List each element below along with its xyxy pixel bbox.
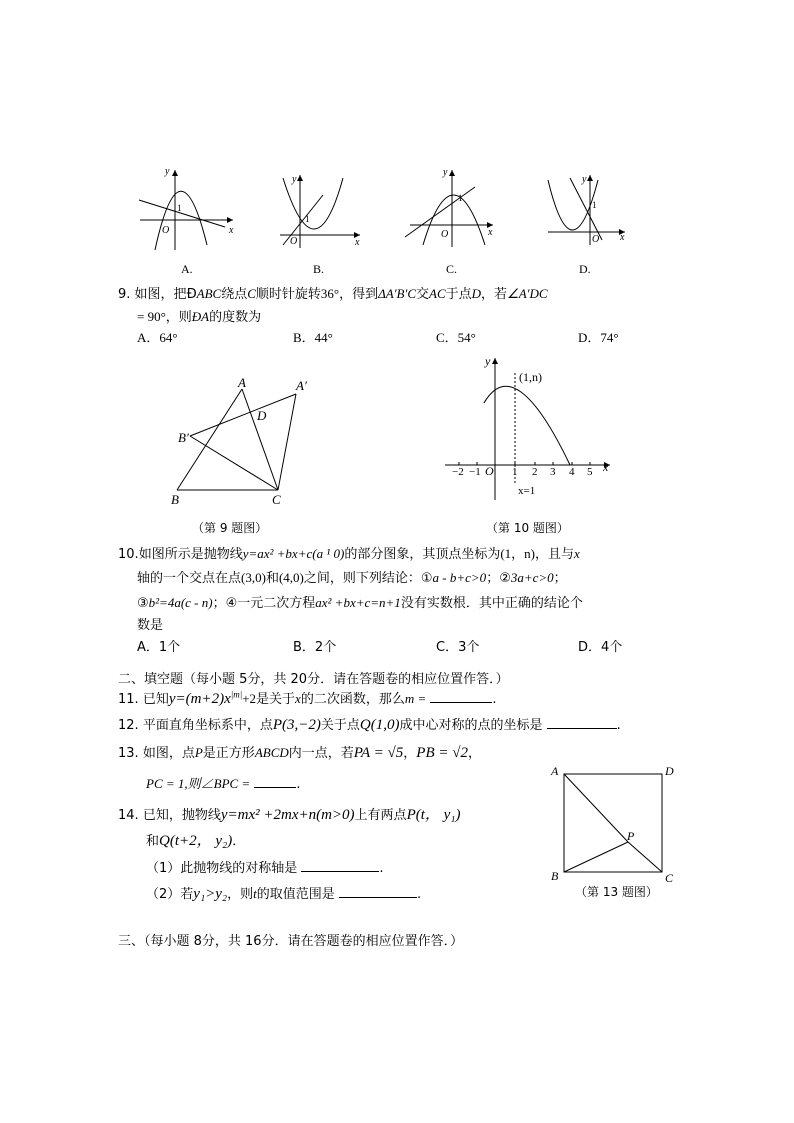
label-d: D xyxy=(257,408,267,423)
q12-answer-blank[interactable] xyxy=(547,716,617,729)
axis-y-label: y xyxy=(443,167,448,178)
q10-caption: （第 10 题图） xyxy=(486,521,569,535)
axis-x-label: x xyxy=(229,225,234,236)
tick-neg2: −2 xyxy=(452,466,464,478)
q10-line3: ③b²=4a(c - n)；④一元二次方程ax² +bx+c=n+1没有实数根．其中正确的结论个 xyxy=(137,595,583,611)
q13-caption: （第 13 题图） xyxy=(575,885,658,899)
axis-y-label: y xyxy=(165,166,170,177)
q11-answer-blank[interactable] xyxy=(430,690,492,703)
label-b: B xyxy=(551,869,559,883)
origin-label: O xyxy=(441,229,449,240)
label-a: A xyxy=(238,375,246,390)
label-b-prime: B′ xyxy=(178,430,189,445)
q12-line: 12. 平面直角坐标系中，点P(3,−2)关于点Q(1,0)成中心对称的点的坐标是 . xyxy=(118,717,621,733)
q14-line1: 14. 已知，抛物线y=mx² +2mx+n(m>0)上有两点P(t， y₁) xyxy=(118,807,461,823)
q10-option-a[interactable]: A．1个 xyxy=(137,640,181,655)
one-label: 1 xyxy=(458,193,463,203)
origin-label: O xyxy=(290,236,298,247)
tick-neg1: −1 xyxy=(469,466,481,478)
label-b: B xyxy=(171,492,179,507)
label-a-prime: A′ xyxy=(296,378,307,393)
axis-x-label: x xyxy=(488,227,493,238)
q10-option-c[interactable]: C．3个 xyxy=(436,640,480,655)
q9-caption: （第 9 题图） xyxy=(192,521,268,535)
q8-label-b: B. xyxy=(313,262,325,276)
label-c: C xyxy=(665,871,674,885)
axis-x-label: x xyxy=(355,237,360,248)
q9-option-d[interactable]: D．74° xyxy=(578,330,619,345)
q11-line: 11. 已知$y=(m+2)x^{|m|}+2$是关于x的二次函数，那么m = . xyxy=(118,689,497,707)
axis-y-label: y xyxy=(582,174,587,185)
q10-figure xyxy=(445,355,615,505)
axis-x-label: x xyxy=(620,232,625,243)
q14-line2: 和Q(t+2， y₂)． xyxy=(146,833,246,849)
tick-1: 1 xyxy=(512,466,518,478)
q8-label-d: D. xyxy=(579,262,591,276)
label-a: A xyxy=(551,764,559,778)
q9-option-b[interactable]: B．44° xyxy=(293,330,333,345)
q14-sub2-blank[interactable] xyxy=(339,885,417,898)
q8-graph-c xyxy=(405,165,515,250)
q8-graph-d xyxy=(540,170,650,250)
q9-option-c[interactable]: C．54° xyxy=(436,330,476,345)
tick-4: 4 xyxy=(569,466,575,478)
q9-figure xyxy=(165,372,325,512)
q8-label-a: A. xyxy=(181,262,193,276)
q14-sub1-blank[interactable] xyxy=(301,859,379,872)
label-p: P xyxy=(627,829,635,843)
q8-label-c: C. xyxy=(446,262,458,276)
y-label: y xyxy=(485,354,491,368)
q14-sub1: （1）此抛物线的对称轴是 . xyxy=(146,861,384,876)
q10-line4: 数是 xyxy=(137,618,164,633)
q9-option-a[interactable]: A．64° xyxy=(137,330,178,345)
q13-line2: PC = 1,则∠BPC = . xyxy=(146,776,301,792)
axis-y-label: y xyxy=(292,174,297,185)
q14-sub2: （2）若y₁>y₂，则t的取值范围是 . xyxy=(146,886,422,902)
tick-3: 3 xyxy=(550,466,556,478)
q10-line2: 轴的一个交点在点(3,0)和(4,0)之间，则下列结论：①a - b+c>0；②3a+c>0； xyxy=(137,570,567,586)
q9-line2: = 90°，则ĐA的度数为 xyxy=(137,309,262,325)
label-d: D xyxy=(665,764,674,778)
tick-2: 2 xyxy=(532,466,538,478)
one-label: 1 xyxy=(177,203,182,213)
origin-label: O xyxy=(485,464,494,478)
one-label: 1 xyxy=(305,214,310,224)
q10-option-b[interactable]: B．2个 xyxy=(293,640,337,655)
q10-line1: 10.如图所示是抛物线y=ax² +bx+c(a ¹ 0)的部分图象，其顶点坐标为(1，n)，且与x xyxy=(118,546,580,562)
origin-label: O xyxy=(162,225,170,236)
x-label: x xyxy=(603,460,609,474)
section3-title: 三、（每小题 8分，共 16分．请在答题卷的相应位置作答．） xyxy=(118,934,464,949)
q8-graph-b xyxy=(275,170,385,250)
q9-line1: 9. 如图，把ĐABC绕点C顺时针旋转36°，得到ΔA′B′C交AC于点D，若∠A′DC xyxy=(118,286,548,302)
section2-title: 二、填空题（每小题 5分，共 20分．请在答题卷的相应位置作答．） xyxy=(118,672,509,687)
origin-label: O xyxy=(592,234,600,245)
q13-figure xyxy=(550,762,690,887)
label-c: C xyxy=(272,492,281,507)
one-label: 1 xyxy=(592,200,597,210)
vertex-label: (1,n) xyxy=(519,370,542,384)
q8-graph-a xyxy=(135,165,245,255)
q13-answer-blank[interactable] xyxy=(254,775,296,788)
q13-line1: 13. 如图，点P是正方形ABCD内一点，若PA = √5，PB = √2， xyxy=(118,745,481,761)
axis-line-label: x=1 xyxy=(518,485,536,497)
tick-5: 5 xyxy=(587,466,593,478)
q10-option-d[interactable]: D．4个 xyxy=(578,640,623,655)
